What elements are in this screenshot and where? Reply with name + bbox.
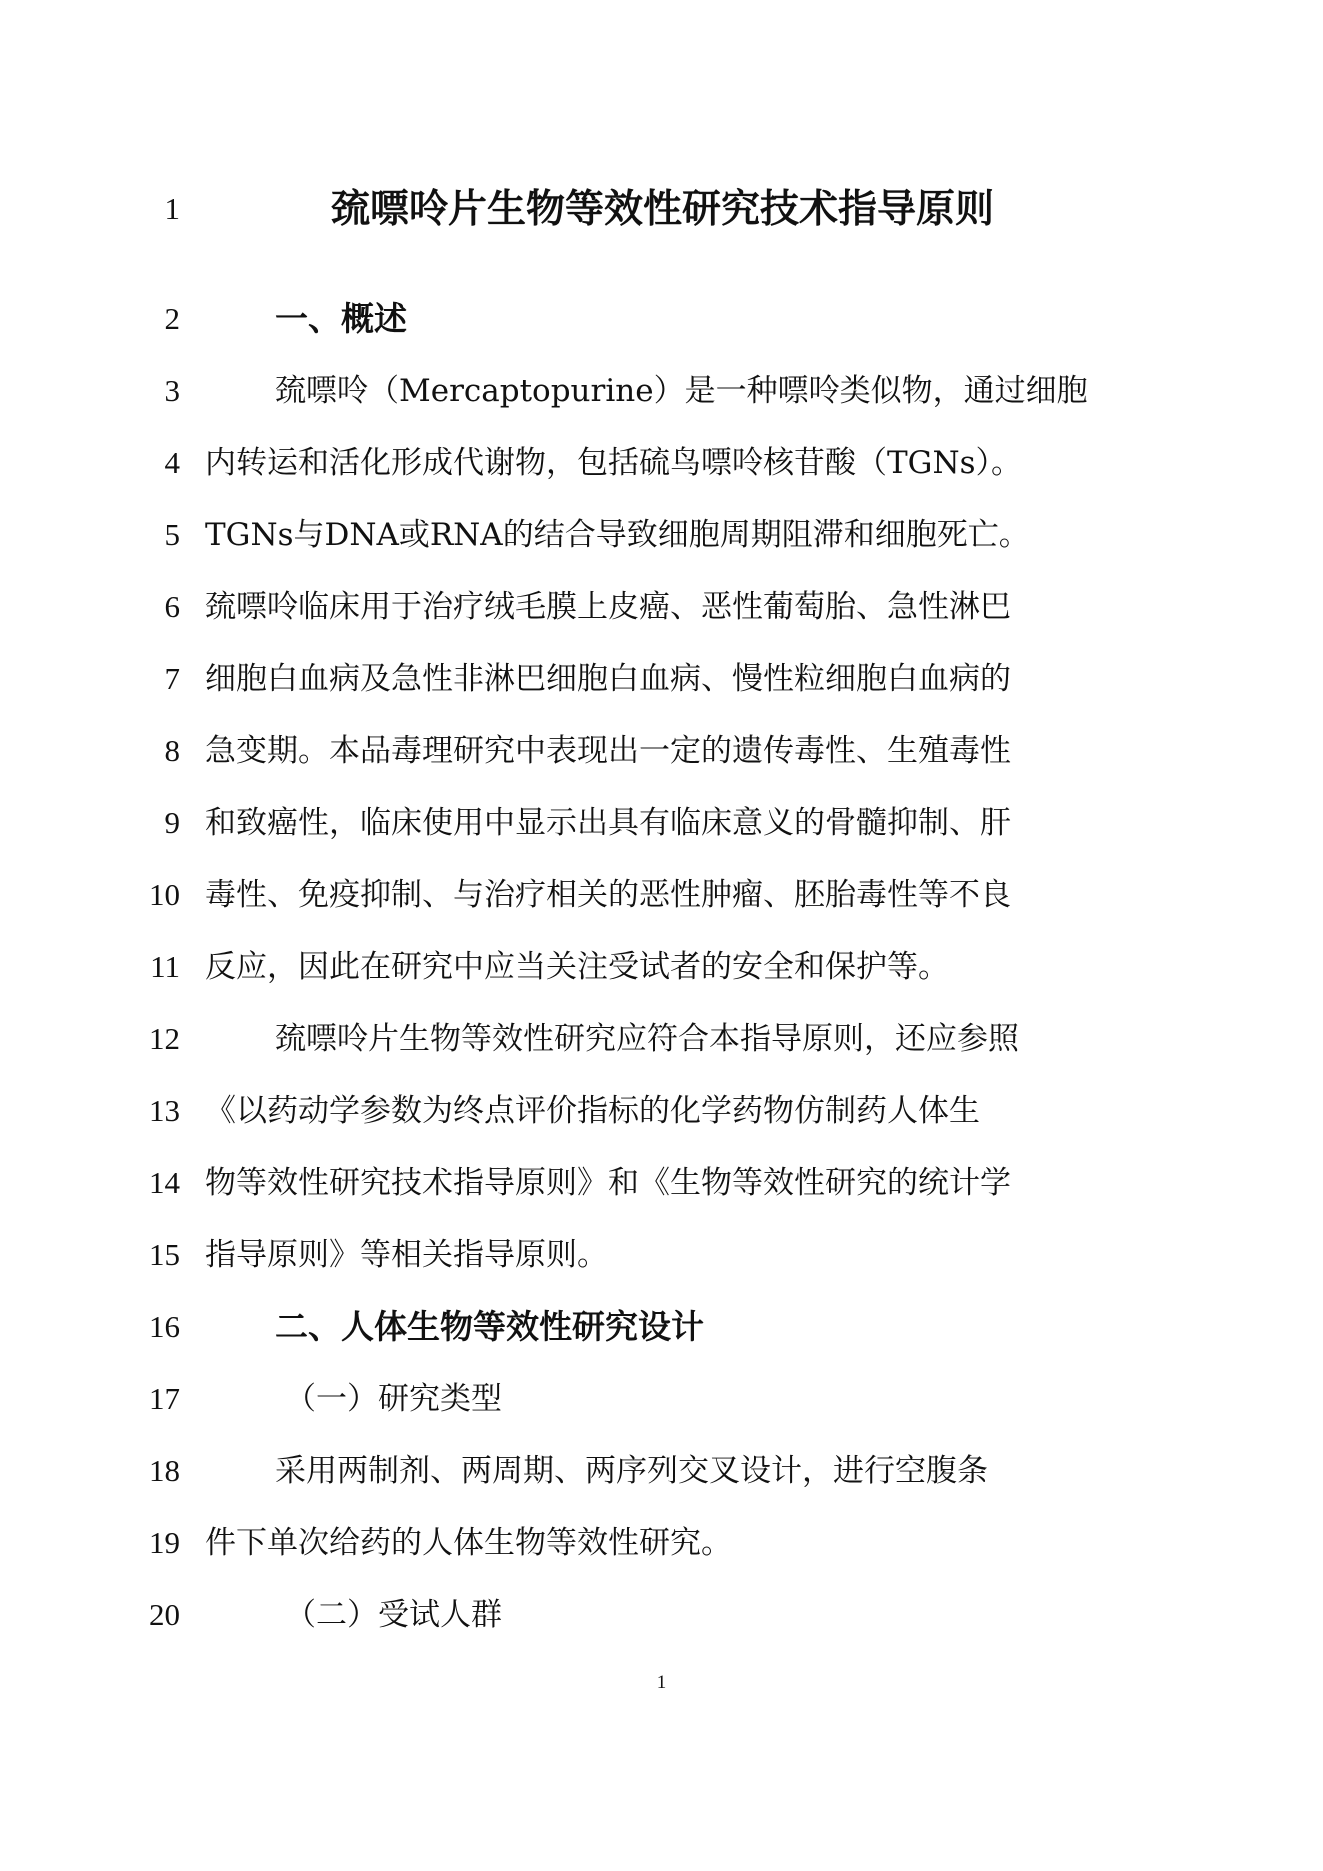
line-row [0,577,1323,637]
paragraph-line: 件下单次给药的人体生物等效性研究。 [205,1525,732,1561]
paragraph-line: 指导原则》等相关指导原则。 [205,1237,608,1273]
line-number: 20 [149,1597,180,1632]
line-number: 7 [164,661,180,696]
paragraph-line: 细胞白血病及急性非淋巴细胞白血病、慢性粒细胞白血病的 [205,661,1011,697]
line-number: 17 [149,1381,180,1416]
line-number: 2 [164,301,180,336]
subsection-heading: （一）研究类型 [285,1381,502,1417]
paragraph-line: 巯嘌呤片生物等效性研究应符合本指导原则，还应参照 [275,1021,1019,1057]
line-number: 13 [149,1093,180,1128]
line-number: 12 [149,1021,180,1056]
line-row [0,1585,1323,1645]
document-title: 巯嘌呤片生物等效性研究技术指导原则 [330,186,994,232]
line-row [0,1369,1323,1429]
line-number: 11 [150,949,180,984]
line-number: 15 [149,1237,180,1272]
line-row [0,1441,1323,1501]
paragraph-line: TGNs与DNA或RNA的结合导致细胞周期阻滞和细胞死亡。 [205,517,1030,553]
line-row [0,793,1323,853]
paragraph-line: 反应，因此在研究中应当关注受试者的安全和保护等。 [205,949,949,985]
line-row [0,1513,1323,1573]
page-number: 1 [656,1672,667,1693]
line-number: 3 [164,373,180,408]
line-number: 19 [149,1525,180,1560]
line-row [0,649,1323,709]
line-number: 8 [164,733,180,768]
line-row [0,1153,1323,1213]
paragraph-line: 采用两制剂、两周期、两序列交叉设计，进行空腹条 [275,1453,988,1489]
paragraph-line: 《以药动学参数为终点评价指标的化学药物仿制药人体生 [205,1093,980,1129]
paragraph-line: 巯嘌呤临床用于治疗绒毛膜上皮癌、恶性葡萄胎、急性淋巴 [205,589,1011,625]
section-heading: 一、概述 [275,299,407,338]
line-number: 16 [149,1309,180,1344]
line-row [0,1225,1323,1285]
line-number: 18 [149,1453,180,1488]
line-number: 1 [164,191,180,226]
paragraph-line: 内转运和活化形成代谢物，包括硫鸟嘌呤核苷酸（TGNs）。 [205,445,1022,481]
line-row [0,433,1323,493]
paragraph-line: 物等效性研究技术指导原则》和《生物等效性研究的统计学 [205,1165,1011,1201]
line-row [0,505,1323,565]
line-number: 14 [149,1165,180,1200]
line-row [0,289,1323,349]
line-row [0,721,1323,781]
paragraph-line: 巯嘌呤（Mercaptopurine）是一种嘌呤类似物，通过细胞 [275,373,1088,409]
line-row [0,1297,1323,1357]
line-number: 5 [164,517,180,552]
line-row [0,361,1323,421]
paragraph-line: 毒性、免疫抑制、与治疗相关的恶性肿瘤、胚胎毒性等不良 [205,877,1011,913]
line-number: 4 [164,445,180,480]
line-number: 6 [164,589,180,624]
paragraph-line: 急变期。本品毒理研究中表现出一定的遗传毒性、生殖毒性 [205,733,1011,769]
paragraph-line: 和致癌性，临床使用中显示出具有临床意义的骨髓抑制、肝 [205,805,1011,841]
line-number: 10 [149,877,180,912]
line-row [0,865,1323,925]
line-row [0,179,1323,239]
line-row [0,937,1323,997]
line-row [0,1081,1323,1141]
line-number: 9 [164,805,180,840]
subsection-heading: （二）受试人群 [285,1597,502,1633]
line-row [0,1009,1323,1069]
section-heading: 二、人体生物等效性研究设计 [275,1307,704,1346]
